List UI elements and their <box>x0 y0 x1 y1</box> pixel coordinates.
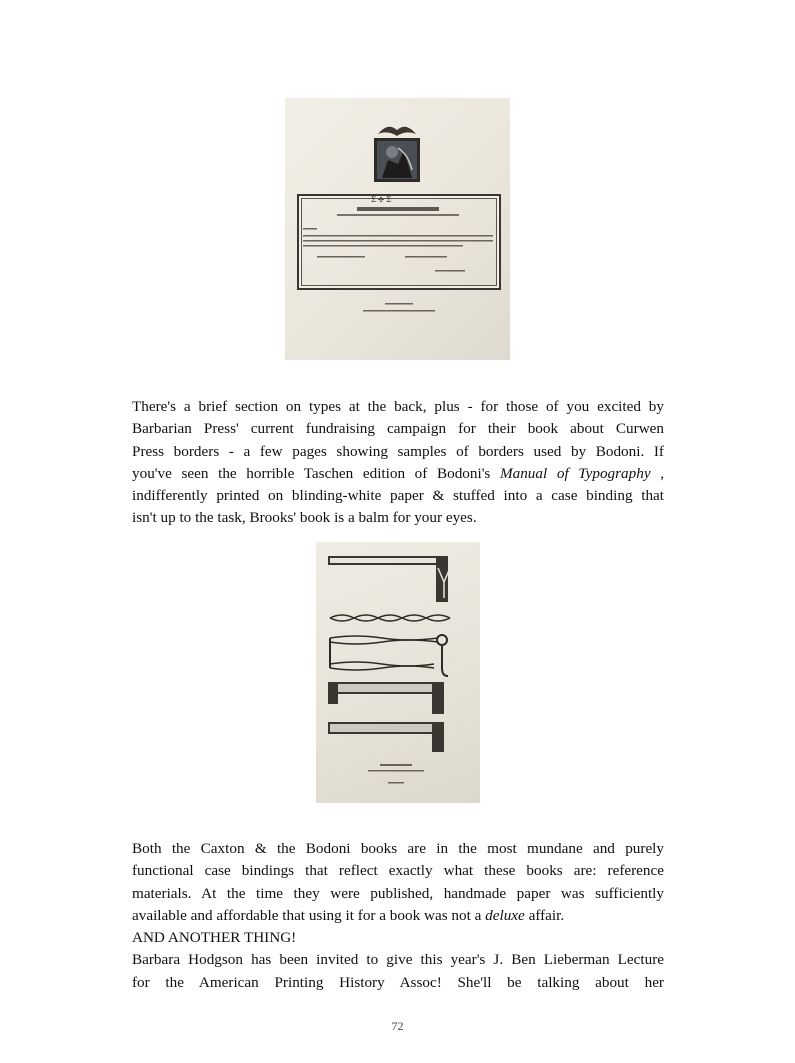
text-line: available and affordable that using it for a book was not a deluxe affair. <box>132 906 565 924</box>
text-line: Press borders - a few pages showing samples of borders used by Bodoni. If <box>132 442 664 460</box>
text-line: Barbarian Press' current fundraising campaign for their book about Curwen <box>132 420 664 438</box>
certificate-photo <box>285 98 510 360</box>
text-line: isn't up to the task, Brooks' book is a balm for your eyes. <box>132 509 477 527</box>
text-line: There's a brief section on types at the back, plus - for those of you excited by <box>132 398 664 415</box>
text-line: materials. At the time they were published, handmade paper was sufficiently <box>132 884 664 902</box>
paragraph-types-and-borders <box>132 396 664 530</box>
text-line: indifferently printed on blinding-white paper & stuffed into a case binding that <box>132 487 664 505</box>
book-title-manual-of-typography: Manual of Typography <box>499 464 651 482</box>
paragraph-case-bindings <box>132 838 664 994</box>
bodoni-borders-image <box>316 542 480 803</box>
text-line: for the American Printing History Assoc! She'll be talking about her <box>132 973 664 991</box>
text-line: Barbara Hodgson has been invited to give this year's J. Ben Lieberman Lecture <box>132 951 664 969</box>
italic-deluxe: deluxe <box>485 906 525 924</box>
certificate-text-marks <box>285 98 510 360</box>
borders-photo <box>316 542 480 803</box>
section-heading: AND ANOTHER THING! <box>132 929 297 947</box>
svg-text:Σ ✣ Σ: Σ ✣ Σ <box>371 196 392 204</box>
text-line: Both the Caxton & the Bodoni books are in the most mundane and purely <box>132 840 664 857</box>
text-line: you've seen the horrible Taschen edition of Bodoni's Manual of Typography , <box>132 464 664 482</box>
page-number: 72 <box>391 1019 404 1033</box>
text-line: functional case bindings that reflect exactly what these books are: reference <box>132 862 664 880</box>
